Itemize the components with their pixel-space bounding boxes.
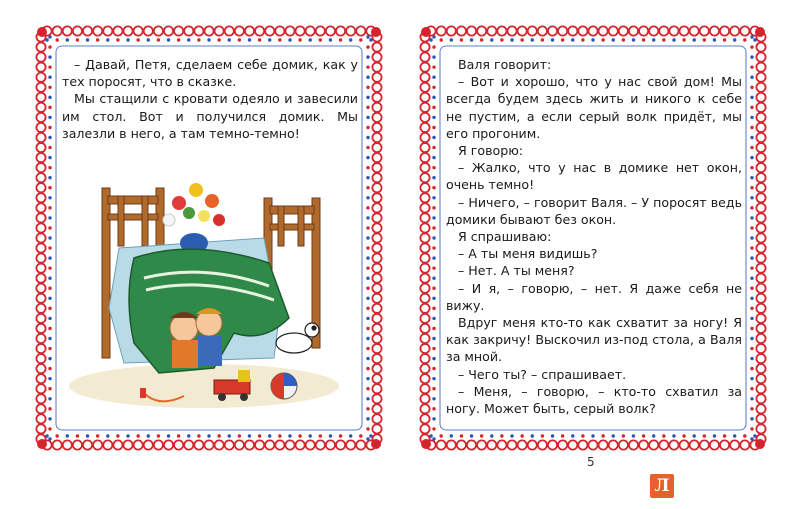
paragraph: – Ничего, – говорит Валя. – У поросят ведь домики бывают без окон.	[446, 194, 742, 227]
left-page-text	[62, 56, 358, 142]
left-page	[28, 18, 390, 458]
children-hiding-under-table-illustration	[64, 168, 344, 418]
paragraph: – Меня, – говорю, – кто-то схватил за ногу. Может быть, серый волк?	[446, 383, 742, 417]
border-corner-ornament	[421, 439, 431, 449]
paragraph: – Давай, Петя, сделаем себе домик, как у тех поросят, что в сказке.	[62, 57, 358, 90]
paragraph: Я говорю:	[458, 143, 524, 159]
paragraph: – И я, – говорю, – нет. Я даже себя не вижу.	[446, 280, 742, 313]
border-corner-ornament	[421, 27, 431, 37]
border-corner-ornament	[37, 27, 47, 37]
border-corner-ornament	[37, 439, 47, 449]
border-corner-ornament	[371, 439, 381, 449]
paragraph: – Чего ты? – спрашивает.	[458, 366, 627, 382]
publisher-logo: Л	[650, 474, 674, 498]
border-corner-ornament	[755, 27, 765, 37]
paragraph: – Вот и хорошо, что у нас свой дом! Мы всегда будем здесь жить и никого к себе не пустим, а если серый волк придёт, мы его прогоним.	[446, 74, 742, 141]
paragraph: – А ты меня видишь?	[458, 246, 598, 262]
paragraph: Вдруг меня кто-то как схватит за ногу! Я как закричу! Выскочил из-под стола, а Валя за мной.	[446, 315, 742, 365]
border-corner-ornament	[755, 439, 765, 449]
ball-toy	[271, 373, 297, 399]
border-corner-ornament	[371, 27, 381, 37]
right-page-text	[446, 56, 742, 417]
paragraph: Валя говорит:	[458, 57, 552, 72]
page-number: 5	[587, 455, 595, 469]
right-page	[412, 18, 774, 458]
paragraph: Я спрашиваю:	[458, 229, 552, 245]
paragraph: Мы стащили с кровати одеяло и завесили им стол. Вот и получился домик. Мы залезли в него, а там темно-темно!	[62, 91, 358, 141]
paragraph: – Нет. А ты меня?	[458, 263, 575, 279]
paragraph: – Жалко, что у нас в домике нет окон, очень темно!	[446, 160, 742, 193]
